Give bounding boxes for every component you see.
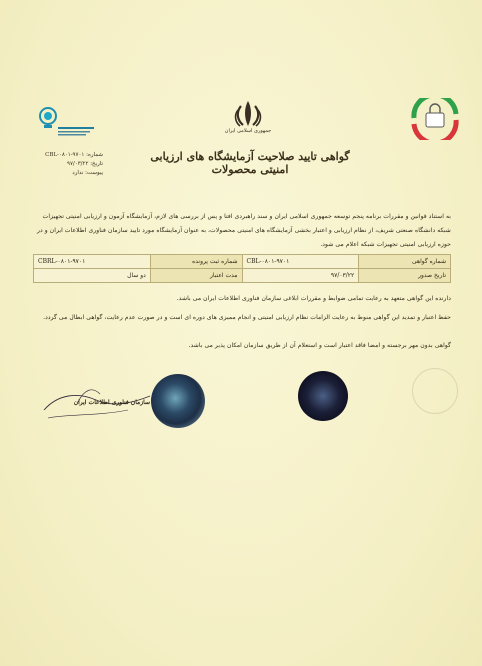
document-meta	[33, 151, 103, 178]
document-attachment: پیوست: ندارد	[72, 170, 103, 176]
condition-paragraph-3: گواهی بدون مهر برجسته و امضا فاقد اعتبار است و استعلام آن از طریق سازمان امکان پذیر می باشد.	[188, 342, 451, 349]
afta-logo-icon	[408, 98, 462, 140]
certificate-title: گواهی تایید صلاحیت آزمایشگاه های ارزیابی امنیتی محصولات	[150, 150, 350, 176]
registry-number-value: CBRL-۰۸۰۱-۹۷۰۱	[34, 255, 151, 269]
hologram-seal-icon	[151, 374, 205, 428]
document-number: شماره: CBL-۰۸۰۱-۹۷۰۱	[45, 152, 103, 158]
issuer-organization: سازمان فناوری اطلاعات ایران	[73, 399, 150, 406]
validity-value: دو سال	[34, 269, 151, 283]
certificate-number-label: شماره گواهی	[359, 255, 451, 269]
ito-logo-icon	[34, 104, 96, 138]
document-date: تاریخ: ۹۷/۰۳/۲۲	[67, 161, 103, 167]
certificate-number-value: CBL-۰۸۰۱-۹۷۰۱	[242, 255, 359, 269]
issue-date-label: تاریخ صدور	[359, 269, 451, 283]
table-row	[34, 269, 451, 283]
table-row	[34, 255, 451, 269]
validity-label: مدت اعتبار	[150, 269, 242, 283]
emblem-caption: جمهوری اسلامی ایران	[224, 128, 272, 134]
registry-number-label: شماره ثبت پرونده	[150, 255, 242, 269]
condition-paragraph-1: دارنده این گواهی متعهد به رعایت تمامی ضوابط و مقررات ابلاغی سازمان فناوری اطلاعات ایران می باشد.	[176, 295, 451, 302]
faded-stamp	[412, 368, 458, 414]
iran-emblem-icon	[231, 98, 265, 130]
intro-paragraph: به استناد قوانین و مقررات برنامه پنجم توسعه جمهوری اسلامی ایران و سند راهبردی افتا و پس از بررسی های لازم، آزمایشگاه آزمون و ارزیابی امنیتی تجهیزات شبکه دانشگاه صنعتی شریف، از نظام ارزیابی و اعتبار بخشی آزمایشگاه های امنیتی محصولات، به عنوان آزمایشگاه مورد تایید سازمان فناوری اطلاعات ایران و در حوزه ارزیابی امنیتی تجهیزات شبکه اعلام می شود.	[37, 213, 451, 248]
issue-date-value: ۹۷/۰۳/۲۲	[242, 269, 359, 283]
condition-paragraph-2: حفظ اعتبار و تمدید این گواهی منوط به رعایت الزامات نظام ارزیابی امنیتی و انجام ممیزی های دوره ای است و در صورت عدم رعایت، گواهی ابطال می گردد.	[43, 314, 451, 321]
embossed-seal-icon	[298, 371, 348, 421]
certificate-info-table	[33, 254, 451, 283]
